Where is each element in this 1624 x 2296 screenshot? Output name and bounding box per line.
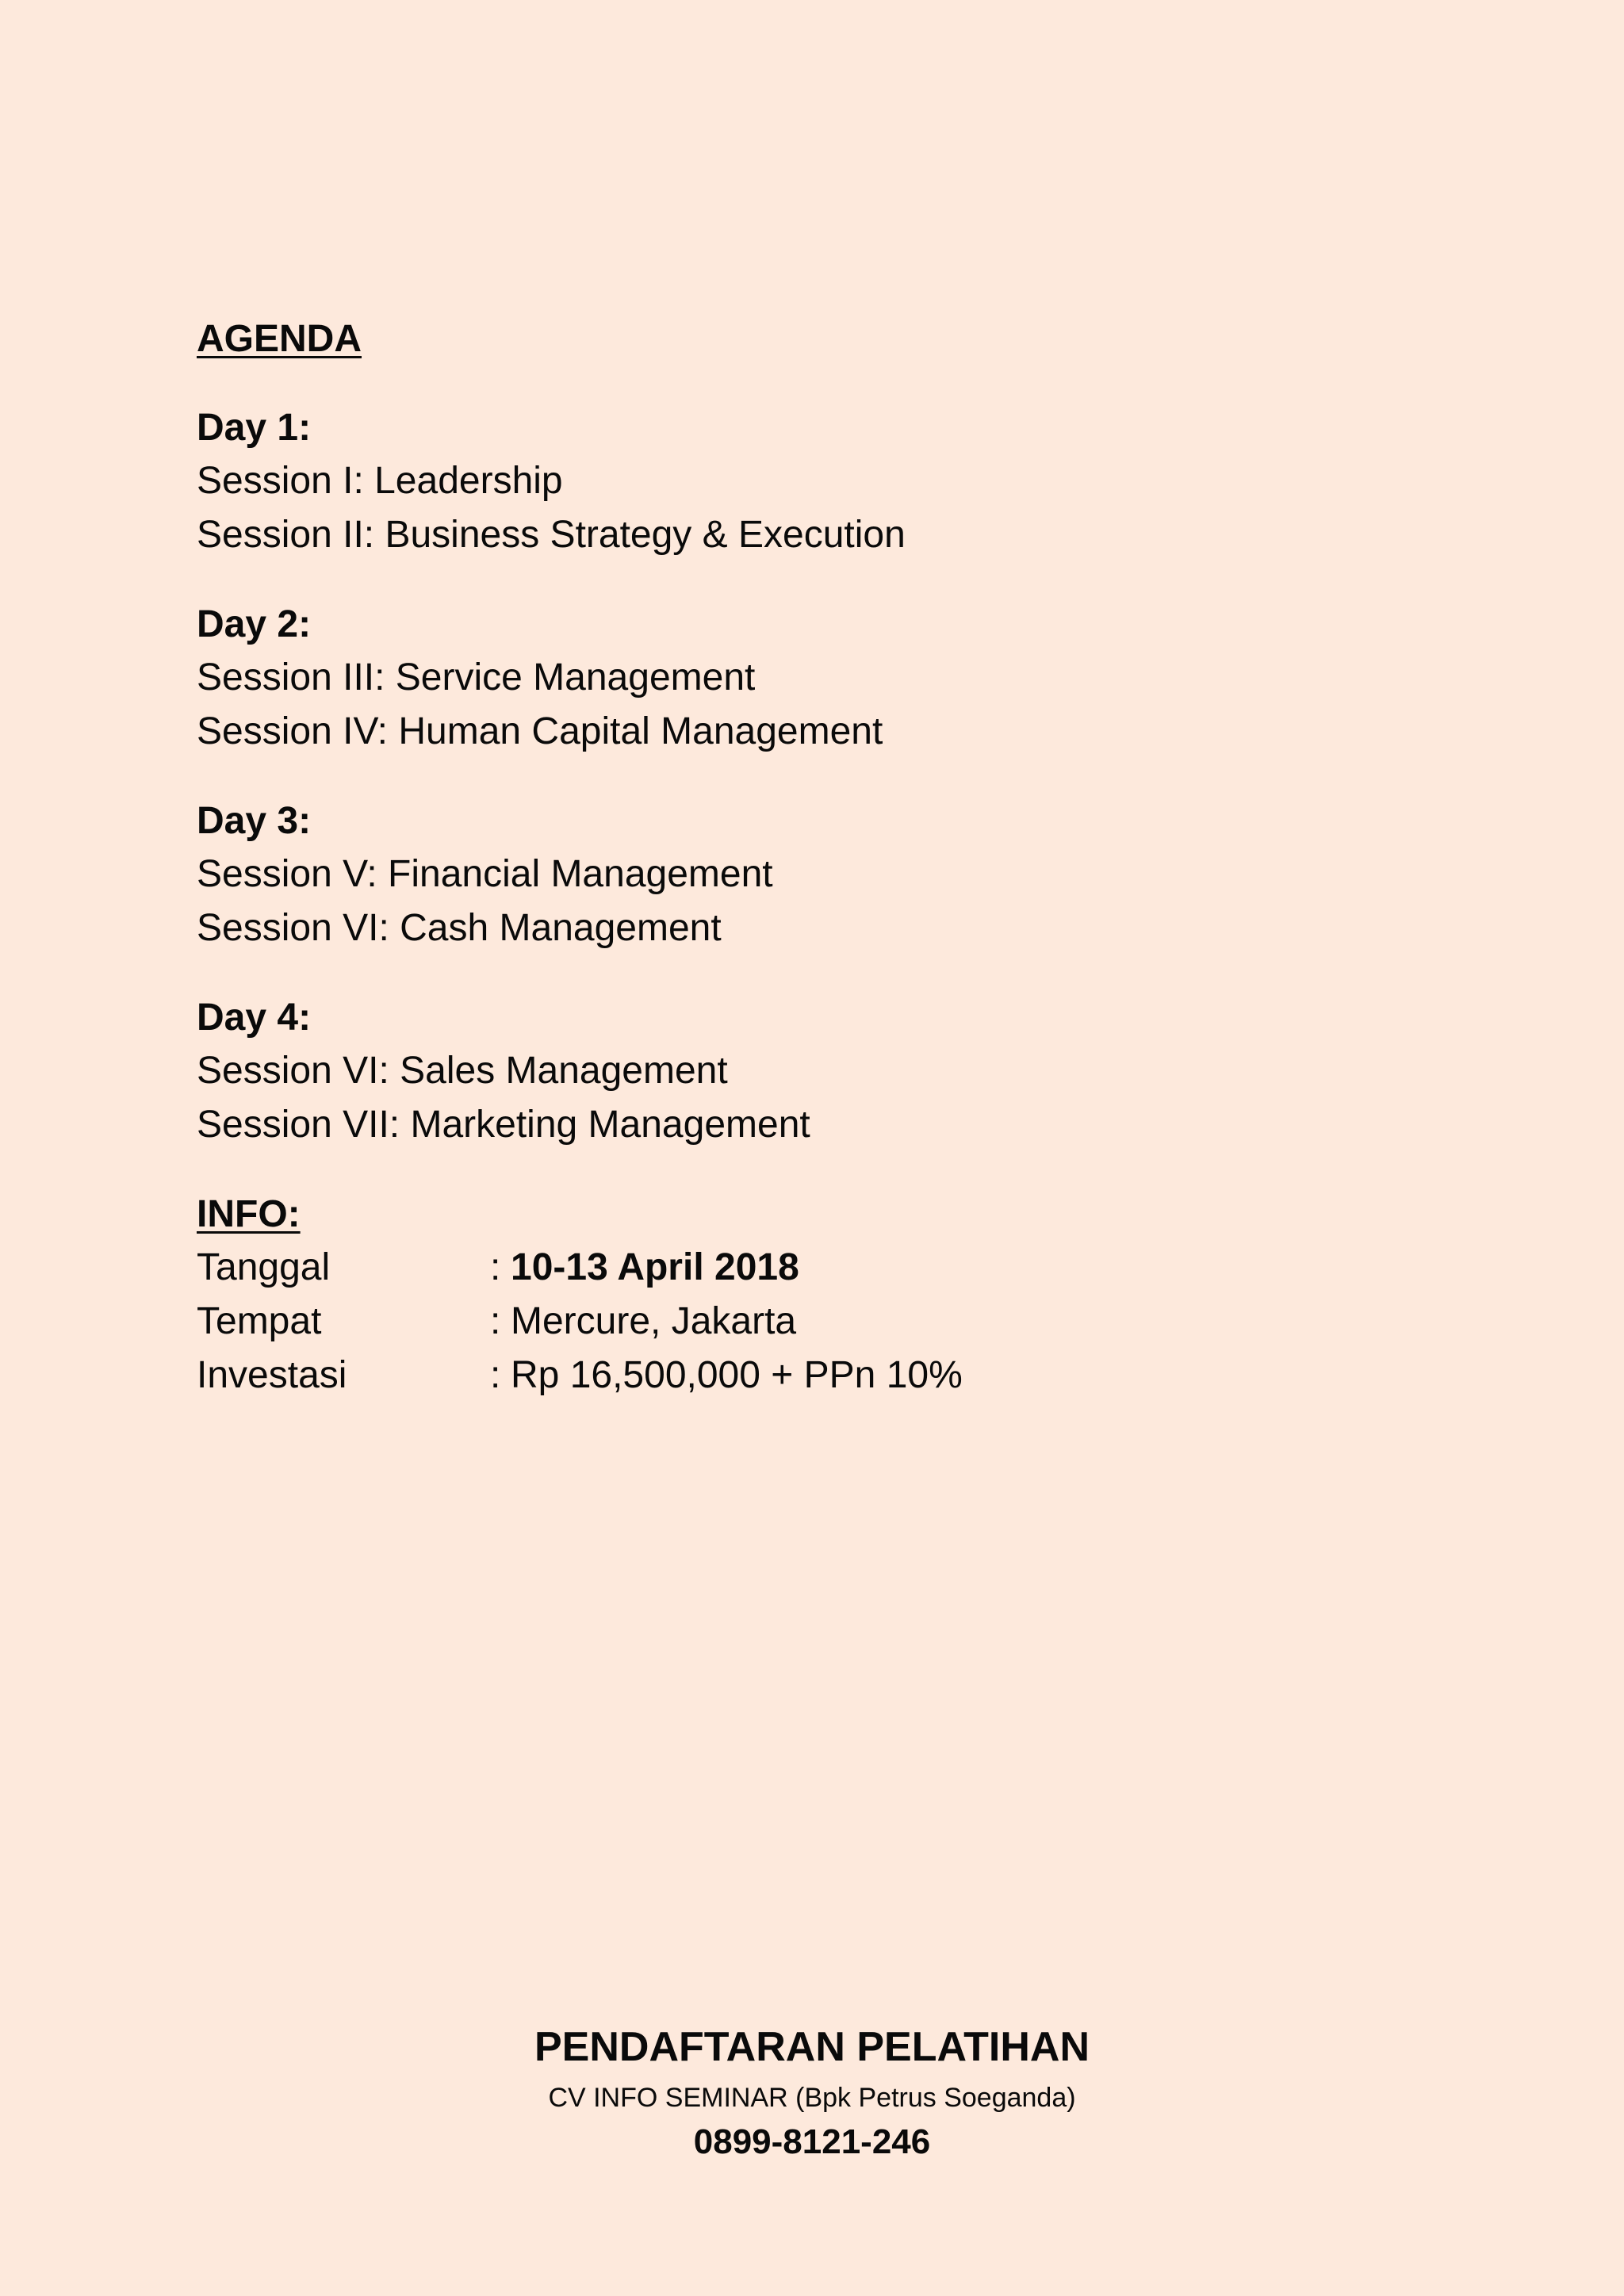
day-block-2 — [197, 599, 1434, 759]
day-label: Day 3: — [197, 800, 312, 842]
footer-phone: 0899-8121-246 — [693, 2122, 931, 2161]
info-label: Tanggal — [197, 1246, 331, 1288]
info-block — [197, 1188, 1434, 1402]
footer-title: PENDAFTARAN PELATIHAN — [534, 2024, 1090, 2070]
info-separator: : — [490, 1354, 501, 1396]
day-block-1 — [197, 402, 1434, 562]
info-row-investasi — [197, 1349, 1434, 1402]
day-block-3 — [197, 795, 1434, 955]
info-separator: : — [490, 1246, 501, 1288]
session-item: Session I: Leadership — [197, 460, 563, 502]
info-value: Mercure, Jakarta — [511, 1300, 797, 1342]
day-label: Day 2: — [197, 603, 312, 645]
session-item: Session V: Financial Management — [197, 853, 773, 895]
agenda-content — [197, 313, 1434, 1402]
footer-organizer: CV INFO SEMINAR (Bpk Petrus Soeganda) — [548, 2083, 1076, 2113]
session-item: Session II: Business Strategy & Execution — [197, 514, 906, 556]
info-heading: INFO: — [197, 1193, 301, 1235]
session-item: Session VII: Marketing Management — [197, 1104, 810, 1146]
info-value: 10-13 April 2018 — [511, 1246, 799, 1288]
session-item: Session VI: Cash Management — [197, 907, 722, 949]
agenda-heading: AGENDA — [197, 318, 362, 360]
day-block-4 — [197, 992, 1434, 1152]
day-label: Day 1: — [197, 407, 312, 449]
info-row-tanggal — [197, 1241, 1434, 1295]
info-label: Investasi — [197, 1354, 347, 1396]
day-label: Day 4: — [197, 997, 312, 1039]
registration-footer — [0, 2018, 1624, 2167]
session-item: Session VI: Sales Management — [197, 1050, 728, 1092]
info-label: Tempat — [197, 1300, 322, 1342]
session-item: Session IV: Human Capital Management — [197, 710, 883, 752]
session-item: Session III: Service Management — [197, 656, 756, 698]
info-value: Rp 16,500,000 + PPn 10% — [511, 1354, 963, 1396]
info-separator: : — [490, 1300, 501, 1342]
info-row-tempat — [197, 1295, 1434, 1349]
